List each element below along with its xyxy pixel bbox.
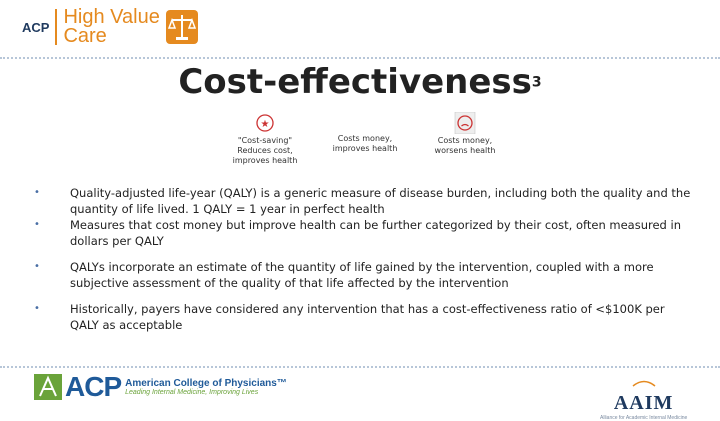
aaim-subtitle: Alliance for Academic Internal Medicine: [600, 415, 688, 421]
title-text: Cost-effectiveness: [178, 62, 532, 102]
acp-footer-label: ACP: [65, 371, 122, 402]
bullet-item: [34, 185, 694, 217]
brand-text: [63, 8, 159, 46]
svg-text:★: ★: [260, 119, 270, 130]
bullet-dot-icon: •: [34, 261, 40, 272]
bullet-list: [34, 185, 694, 333]
brand-line2: Care: [63, 25, 107, 47]
acp-caduceus-icon: [34, 374, 62, 400]
bullet-item: [34, 259, 694, 291]
page-title: [0, 62, 720, 102]
balance-scale-icon: [166, 10, 198, 44]
acp-slogan: Leading Internal Medicine, Improving Lives: [125, 389, 259, 396]
quadrant-line: Costs money,: [337, 134, 393, 143]
quadrant-cost-saving: [220, 112, 310, 166]
quadrant-costs-worsens: [420, 112, 510, 156]
bullet-item: [34, 217, 694, 249]
bullet-dot-icon: •: [34, 219, 40, 230]
acp-footer-text: [125, 378, 287, 396]
title-footnote: 3: [531, 74, 542, 91]
acp-label: ACP: [22, 19, 50, 35]
quadrant-line: improves health: [232, 156, 298, 165]
bullet-dot-icon: •: [34, 187, 40, 198]
frown-circle-icon: [452, 112, 478, 134]
star-circle-icon: [252, 112, 278, 134]
acp-full-name: American College of Physicians™: [125, 378, 287, 389]
quadrant-icons: [220, 112, 520, 172]
acp-footer-logo: [34, 372, 287, 402]
footer-divider: [0, 366, 720, 368]
bullet-dot-icon: •: [34, 303, 40, 314]
high-value-care-logo: [22, 6, 198, 48]
bullet-text: Measures that cost money but improve health can be further categorized by their cost, often measured in dollars per QALY: [70, 218, 681, 248]
aaim-logo: [600, 374, 687, 421]
bullet-text: Quality-adjusted life-year (QALY) is a generic measure of disease burden, including both the quality and the quantity of life lived. 1 QALY = 1 year in perfect health: [70, 186, 691, 216]
header-divider: [0, 57, 720, 59]
logo-divider: [55, 9, 57, 45]
quadrant-line: improves health: [332, 144, 398, 153]
aaim-label: AAIM: [613, 392, 674, 414]
quadrant-line: worsens health: [434, 146, 496, 155]
bullet-text: QALYs incorporate an estimate of the quantity of life gained by the intervention, coupled with a more subjective assessment of the quality of that life affected by the intervention: [70, 260, 654, 290]
brand-line1: High Value: [63, 6, 160, 28]
aaim-arc-icon: [631, 379, 657, 387]
quadrant-line: "Cost-saving": [237, 136, 293, 145]
bullet-text: Historically, payers have considered any intervention that has a cost-effectiveness ratio of <$100K per QALY as acceptable: [70, 302, 665, 332]
quadrant-costs-improves: [320, 134, 410, 154]
quadrant-line: Reduces cost,: [237, 146, 293, 155]
bullet-item: [34, 301, 694, 333]
quadrant-line: Costs money,: [437, 136, 493, 145]
